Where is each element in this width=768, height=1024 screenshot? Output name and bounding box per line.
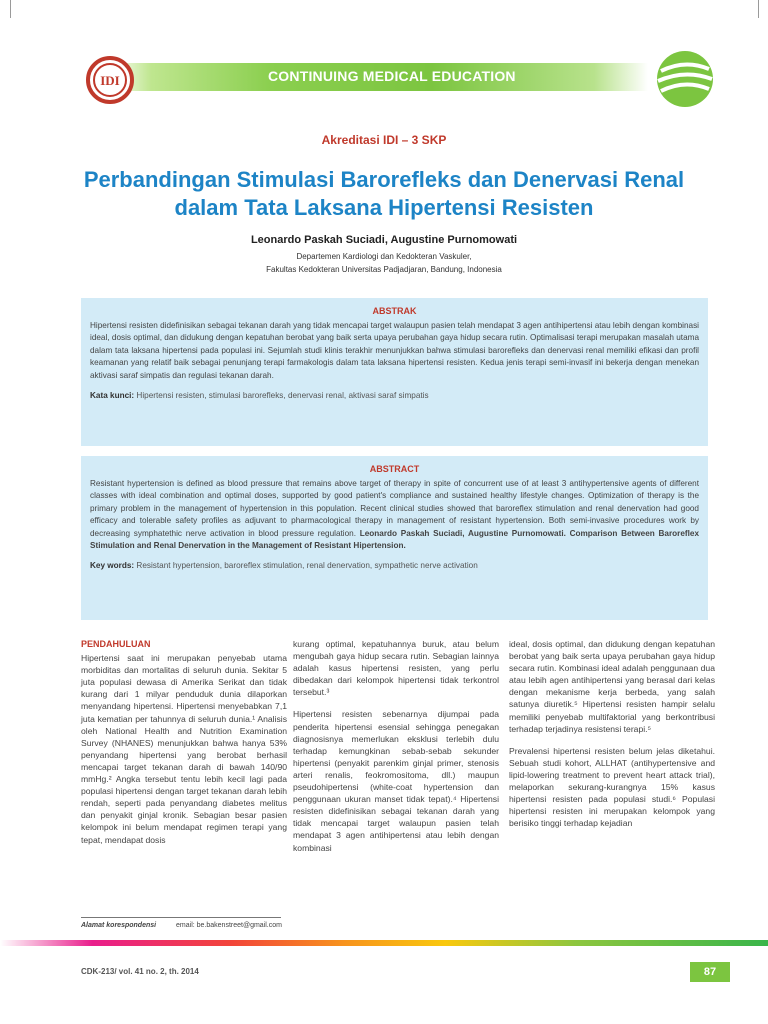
accreditation-label: Akreditasi IDI – 3 SKP bbox=[321, 133, 447, 147]
paragraph: Prevalensi hipertensi resisten belum jelas diketahui. Sebuah studi kohort, ALLHAT (antihypertensive and lipid-lowering treatment to prevent heart attack trial), melaporkan sekurang-kurangnya 15% kasus hipertensi resisten pada populasi studi.⁶ Populasi hipertensi resisten ini merupakan kelompok yang berisiko tinggi terhadap kejadian bbox=[509, 745, 715, 829]
globe-logo bbox=[655, 49, 715, 109]
section-heading: PENDAHULUAN bbox=[81, 639, 151, 649]
abstrak-box bbox=[81, 298, 708, 446]
abstract-keywords bbox=[90, 561, 699, 570]
affiliation-line-2: Fakultas Kedokteran Universitas Padjadjaran, Bandung, Indonesia bbox=[266, 265, 502, 274]
affiliation-line-1: Departemen Kardiologi dan Kedokteran Vaskuler, bbox=[296, 252, 472, 261]
body-column-1 bbox=[81, 638, 287, 856]
body-column-3 bbox=[509, 638, 715, 839]
idi-logo-text: IDI bbox=[100, 73, 120, 88]
affiliation bbox=[0, 250, 768, 276]
abstract-heading: ABSTRACT bbox=[369, 464, 420, 474]
article-title: Perbandingan Stimulasi Barorefleks dan Denervasi Renal dalam Tata Laksana Hipertensi Resisten bbox=[83, 167, 685, 220]
page-number: 87 bbox=[690, 962, 730, 982]
journal-citation: CDK-213/ vol. 41 no. 2, th. 2014 bbox=[81, 967, 199, 976]
abstract-keywords-text: Resistant hypertension, baroreflex stimulation, renal denervation, sympathetic nerve activation bbox=[136, 561, 478, 571]
abstrak-keywords-label: Kata kunci: bbox=[90, 391, 135, 401]
abstract-box bbox=[81, 456, 708, 620]
footer-color-bar bbox=[0, 940, 768, 946]
abstract-keywords-label: Key words: bbox=[90, 561, 135, 571]
paragraph: kurang optimal, kepatuhannya buruk, atau belum mengubah gaya hidup secara rutin. Sebagian lainnya adalah kasus hipertensi resisten, yang perlu dibedakan dari kelompok hipertensi tidak terkontrol tersebut.³ bbox=[293, 639, 499, 698]
abstract-citation: Leonardo Paskah Suciadi, Augustine Purnomowati. Comparison Between Baroreflex Stimulation and Renal Denervation in the Management of Resistant Hipertension. bbox=[90, 528, 699, 551]
abstrak-heading: ABSTRAK bbox=[372, 306, 417, 316]
abstrak-keywords-text: Hipertensi resisten, stimulasi barorefleks, denervasi renal, aktivasi saraf simpatis bbox=[136, 391, 429, 401]
paragraph: Hipertensi saat ini merupakan penyebab utama morbiditas dan mortalitas di seluruh dunia. Sekitar 5 juta populasi dewasa di Amerika Serikat dan tidak kurang dari 1 milyar penduduk dunia dilaporkan menyandang hipertensi. Hipertensi menyebabkan 7,1 juta kematian per tahunnya di seluruh dunia.¹ Analisis oleh National Health and Nutrition Examination Survey (NHANES) menunjukkan bahwa hanya 53% penyandang hipertensi yang berobat berhasil mencapai target tekanan darah di bawah 140/90 mmHg.² Angka tersebut tentu lebih kecil lagi pada populasi hipertensi dengan target tekanan darah lebih rendah, seperti pada penyandang diabetes melitus dan penyakit ginjal kronik. Sebagian besar pasien kelompok ini belum mendapat regimen terapi yang tepat, mendapat dosis bbox=[81, 653, 287, 845]
body-column-2 bbox=[293, 638, 499, 864]
correspondence-label: Alamat korespondensi bbox=[81, 922, 157, 929]
correspondence-email[interactable]: email: be.bakenstreet@gmail.com bbox=[176, 922, 282, 929]
paragraph: Hipertensi resisten sebenarnya dijumpai pada penderita hipertensi esensial sehingga penegakan diagnosisnya memerlukan eksklusi terlebih dulu terhadap kemungkinan sebab-sebab sekunder hipertensi (penyakit parenkim ginjal primer, stenosis arteri renalis, feokromositoma, dll.) maupun pseudohipertensi (white-coat hypertension dan penggunaan ukuran manset tidak tepat).⁴ Hipertensi resisten didefinisikan sebagai tekanan darah yang tidak mencapai target walaupun pasien telah mendapat 3 agen antihipertensi atau lebih dengan kombinasi bbox=[293, 709, 499, 853]
footnote-divider bbox=[81, 917, 281, 918]
correspondence bbox=[81, 922, 282, 929]
idi-logo bbox=[86, 56, 134, 104]
abstract-text-block bbox=[90, 478, 699, 552]
abstrak-text: Hipertensi resisten didefinisikan sebagai tekanan darah yang tidak mencapai target walaupun pasien telah mendapat 3 agen antihipertensi atau lebih dengan kombinasi ideal, dosis optimal, dan didukung dengan kepatuhan berobat yang baik serta upaya perubahan gaya hidup secara rutin. Optimalisasi terapi merupakan masalah utama dalam tata laksana hipertensi pada populasi ini. Sejumlah studi klinis terakhir menunjukkan bahwa stimulasi barorefleks dan denervasi renal memiliki efikasi dan profil keamanan yang relatif baik sebagai penunjang terapi farmakologis dalam tata laksana hipertensi resisten. Kedua jenis terapi semi-invasif ini bekerja dengan menekan aktivasi saraf simpatis dan regulasi tekanan darah. bbox=[90, 321, 699, 380]
abstract-text: Resistant hypertension is defined as blood pressure that remains above target of therapy in spite of concurrent use of at least 3 antihypertensive agents of different classes with ideal combination and optimal doses, supported by good patient's compliance and sustained healthy lifestyle changes. Optimization of therapy is the primary problem in the management of hypertension in this population. Recent clinical studies showed that baroreflex stimulation and renal denervation had good efficacy and tolerable safety profiles as adjuvant to pharmacological therapy in management of resistant hypertension. Both semi-invasive procedures work by decreasing symphatethic nerve activation in blood pressure regulation. bbox=[90, 479, 699, 538]
section-title: CONTINUING MEDICAL EDUCATION bbox=[268, 68, 516, 84]
frame-line-left bbox=[10, 0, 11, 18]
authors: Leonardo Paskah Suciadi, Augustine Purnomowati bbox=[250, 234, 518, 246]
abstrak-keywords bbox=[90, 391, 699, 400]
frame-line-right bbox=[758, 0, 759, 18]
paragraph: ideal, dosis optimal, dan didukung dengan kepatuhan berobat yang baik serta upaya perubahan gaya hidup secara rutin. Kombinasi ideal adalah penggunaan dua atau lebih agen antihipertensi yang berasal dari kelas dengan mekanisme kerja berbeda, yang salah satunya diuretik.⁵ Hipertensi resisten hampir selalu memiliki penyebab multifaktorial yang berkontribusi terhadap terjadinya resistensi terapi.⁵ bbox=[509, 639, 715, 734]
